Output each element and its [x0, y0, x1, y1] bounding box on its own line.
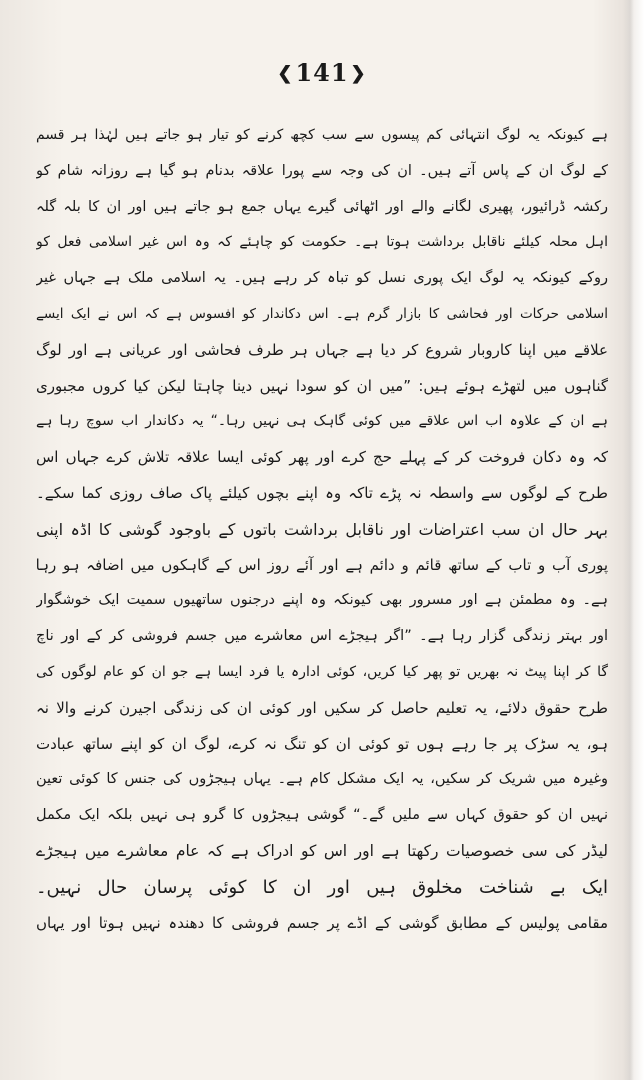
- text-line: کے لوگ ان کے پاس آتے ہیں۔ ان کی وجہ سے پورا علاقہ بدنام ہو گیا ہے روزانہ شام کو: [36, 162, 608, 179]
- text-line: علاقے میں اپنا کاروبار شروع کر دیا ہے جہاں ہر طرف فحاشی اور عریانی ہے اور لوگ: [36, 340, 608, 359]
- text-line: اسلامی حرکات اور فحاشی کا بازار گرم ہے۔ اس دکاندار کو افسوس ہے کہ اس نے ایک ایسے: [36, 305, 608, 322]
- text-line: لیڈر کی سی خصوصیات رکھتا ہے اور اس کو ادراک ہے کہ عام معاشرے میں ہیجڑے: [36, 841, 608, 860]
- text-line: اہل محلہ کیلئے ناقابل برداشت ہوتا ہے۔ حکومت کو چاہئے کہ وہ اس غیر اسلامی فعل کو: [36, 234, 608, 251]
- page-edge-shadow: [624, 0, 634, 1080]
- text-line: پوری آب و تاب کے ساتھ قائم و دائم ہے اور آئے روز اس کے گاہکوں میں اضافہ ہو رہا: [36, 555, 608, 574]
- text-line: ہے کیونکہ یہ لوگ انتہائی کم پیسوں سے سب کچھ کرنے کو تیار ہو جاتے ہیں لہٰذا ہر قسم: [36, 127, 608, 143]
- text-line: وغیرہ میں شریک کر سکیں، یہ ایک مشکل کام ہے۔ یہاں ہیجڑوں کی جنس کا کوئی تعین: [36, 771, 608, 788]
- text-line: کہ وہ دکان فروخت کر کے پہلے حج کرے اور پھر کوئی ایسا علاقہ تلاش کرے جہاں اس: [36, 448, 608, 467]
- text-line: ایک بے شناخت مخلوق ہیں اور ان کا کوئی پرسان حال نہیں۔: [36, 876, 608, 898]
- text-line: مقامی پولیس کے مطابق گوشی کے اڈے پر جسم فروشی کا دھندہ نہیں ہوتا اور یہاں: [36, 913, 608, 932]
- text-line: روکے کیونکہ یہ لوگ ایک پوری نسل کو تباہ کر رہے ہیں۔ یہ اسلامی ملک ہے جہاں غیر: [36, 270, 608, 287]
- text-line: گناہوں میں لتھڑے ہوئے ہیں: ”میں ان کو سودا نہیں دینا چاہتا لیکن کیا کروں مجبوری: [36, 376, 608, 395]
- ornament-left-icon: ❮: [277, 63, 294, 84]
- text-line: ہو، یہ سڑک پر جا رہے ہوں تو کوئی ان کو تنگ نہ کرے، لوگ ان کو اپنے ساتھ عبادت: [36, 734, 608, 753]
- text-line: رکشہ ڈرائیور، پھیری لگانے والے اور اٹھائی گیرے یہاں جمع ہو جاتے ہیں اور ان کا بلہ گلہ: [36, 198, 608, 215]
- text-line: اور بہتر زندگی گزار رہا ہے۔ ”اگر ہیجڑے اس معاشرے میں جسم فروشی کر کے اور ناچ: [36, 628, 608, 645]
- page-number: [0, 58, 644, 87]
- text-line: بہر حال ان سب اعتراضات اور ناقابل برداشت باتوں کے باوجود گوشی کا اڈہ اپنی: [36, 519, 608, 539]
- text-line: نہیں ان کو حقوق کہاں سے ملیں گے۔“ گوشی ہیجڑوں کا گرو ہی نہیں بلکہ ایک مکمل: [36, 807, 608, 824]
- text-line: ہے۔ وہ مطمئن ہے اور مسرور بھی کیونکہ وہ اپنے درجنوں ساتھیوں سمیت ایک خوشگوار: [36, 592, 608, 609]
- text-line: گا کر اپنا پیٹ نہ بھریں تو پھر کیا کریں، کوئی ادارہ یا فرد ایسا ہے جو ان کو عام لوگوں کی: [36, 663, 608, 680]
- body-text: [36, 118, 608, 941]
- text-line: طرح کے لوگوں سے واسطہ نہ پڑے تاکہ وہ اپنے بچوں کیلئے پاک صاف روزی کما سکے۔: [36, 483, 608, 502]
- text-line: طرح حقوق دلائے، یہ تعلیم حاصل کر سکیں اور کوئی ان کی زندگی اجیرن کرنے والا نہ: [36, 698, 608, 717]
- text-line: ہے ان کے علاوہ اب اس علاقے میں کوئی گاہک ہی نہیں رہا۔“ یہ دکاندار اب سوچ رہا ہے: [36, 413, 608, 430]
- page-number-value: 141: [295, 58, 349, 87]
- ornament-right-icon: ❯: [350, 63, 367, 84]
